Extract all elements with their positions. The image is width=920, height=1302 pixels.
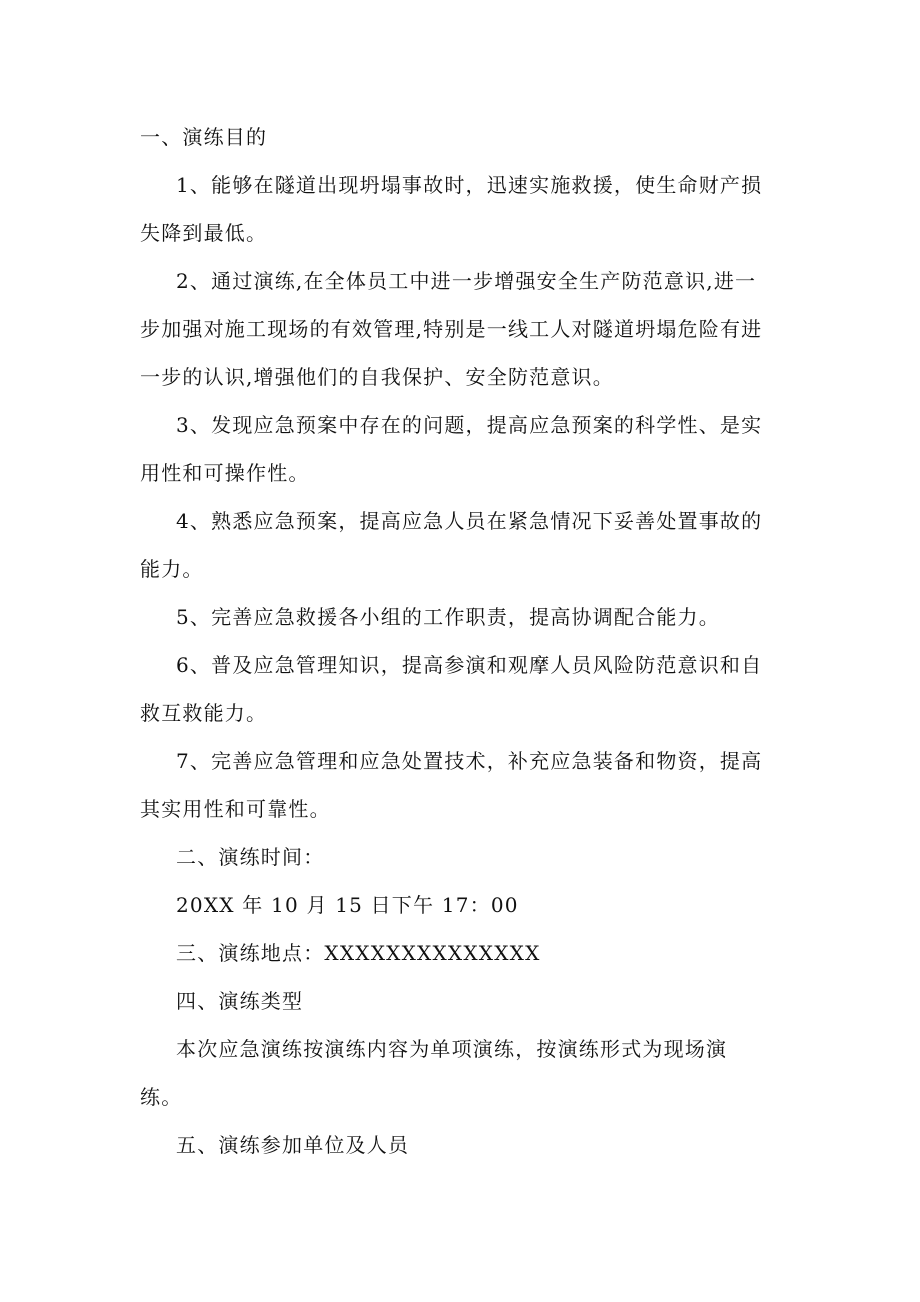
paragraph-line: 能力。: [140, 557, 204, 581]
document-body: [140, 113, 780, 1169]
section-heading-type: 四、演练类型: [176, 989, 304, 1013]
paragraph-line: 7、完善应急管理和应急处置技术，补充应急装备和物资，提高: [176, 749, 763, 773]
drill-time-value: 20XX 年 10 月 15 日下午 17：00: [176, 893, 519, 917]
section-heading-time: 二、演练时间：: [176, 845, 325, 869]
paragraph-line: 失降到最低。: [140, 221, 268, 245]
paragraph-line: 3、发现应急预案中存在的问题，提高应急预案的科学性、是实: [176, 413, 763, 437]
paragraph-line: 一步的认识,增强他们的自我保护、安全防范意识。: [140, 365, 614, 389]
paragraph-line: 5、完善应急救援各小组的工作职责，提高协调配合能力。: [176, 605, 720, 629]
paragraph-line: 练。: [140, 1085, 183, 1109]
paragraph-line: 6、普及应急管理知识，提高参演和观摩人员风险防范意识和自: [176, 653, 763, 677]
paragraph-line: 4、熟悉应急预案，提高应急人员在紧急情况下妥善处置事故的: [176, 509, 763, 533]
paragraph-line: 用性和可操作性。: [140, 461, 310, 485]
section-heading-location: 三、演练地点：XXXXXXXXXXXXXX: [176, 941, 541, 965]
section-heading-purpose: 一、演练目的: [140, 125, 268, 149]
paragraph-line: 其实用性和可靠性。: [140, 797, 331, 821]
section-heading-participants: 五、演练参加单位及人员: [176, 1133, 410, 1157]
paragraph-line: 1、能够在隧道出现坍塌事故时，迅速实施救援，使生命财产损: [176, 173, 763, 197]
paragraph-line: 本次应急演练按演练内容为单项演练，按演练形式为现场演: [176, 1037, 728, 1061]
paragraph-line: 救互救能力。: [140, 701, 268, 725]
paragraph-line: 2、通过演练,在全体员工中进一步增强安全生产防范意识,进一: [176, 269, 757, 293]
paragraph-line: 步加强对施工现场的有效管理,特别是一线工人对隧道坍塌危险有进: [140, 317, 763, 341]
